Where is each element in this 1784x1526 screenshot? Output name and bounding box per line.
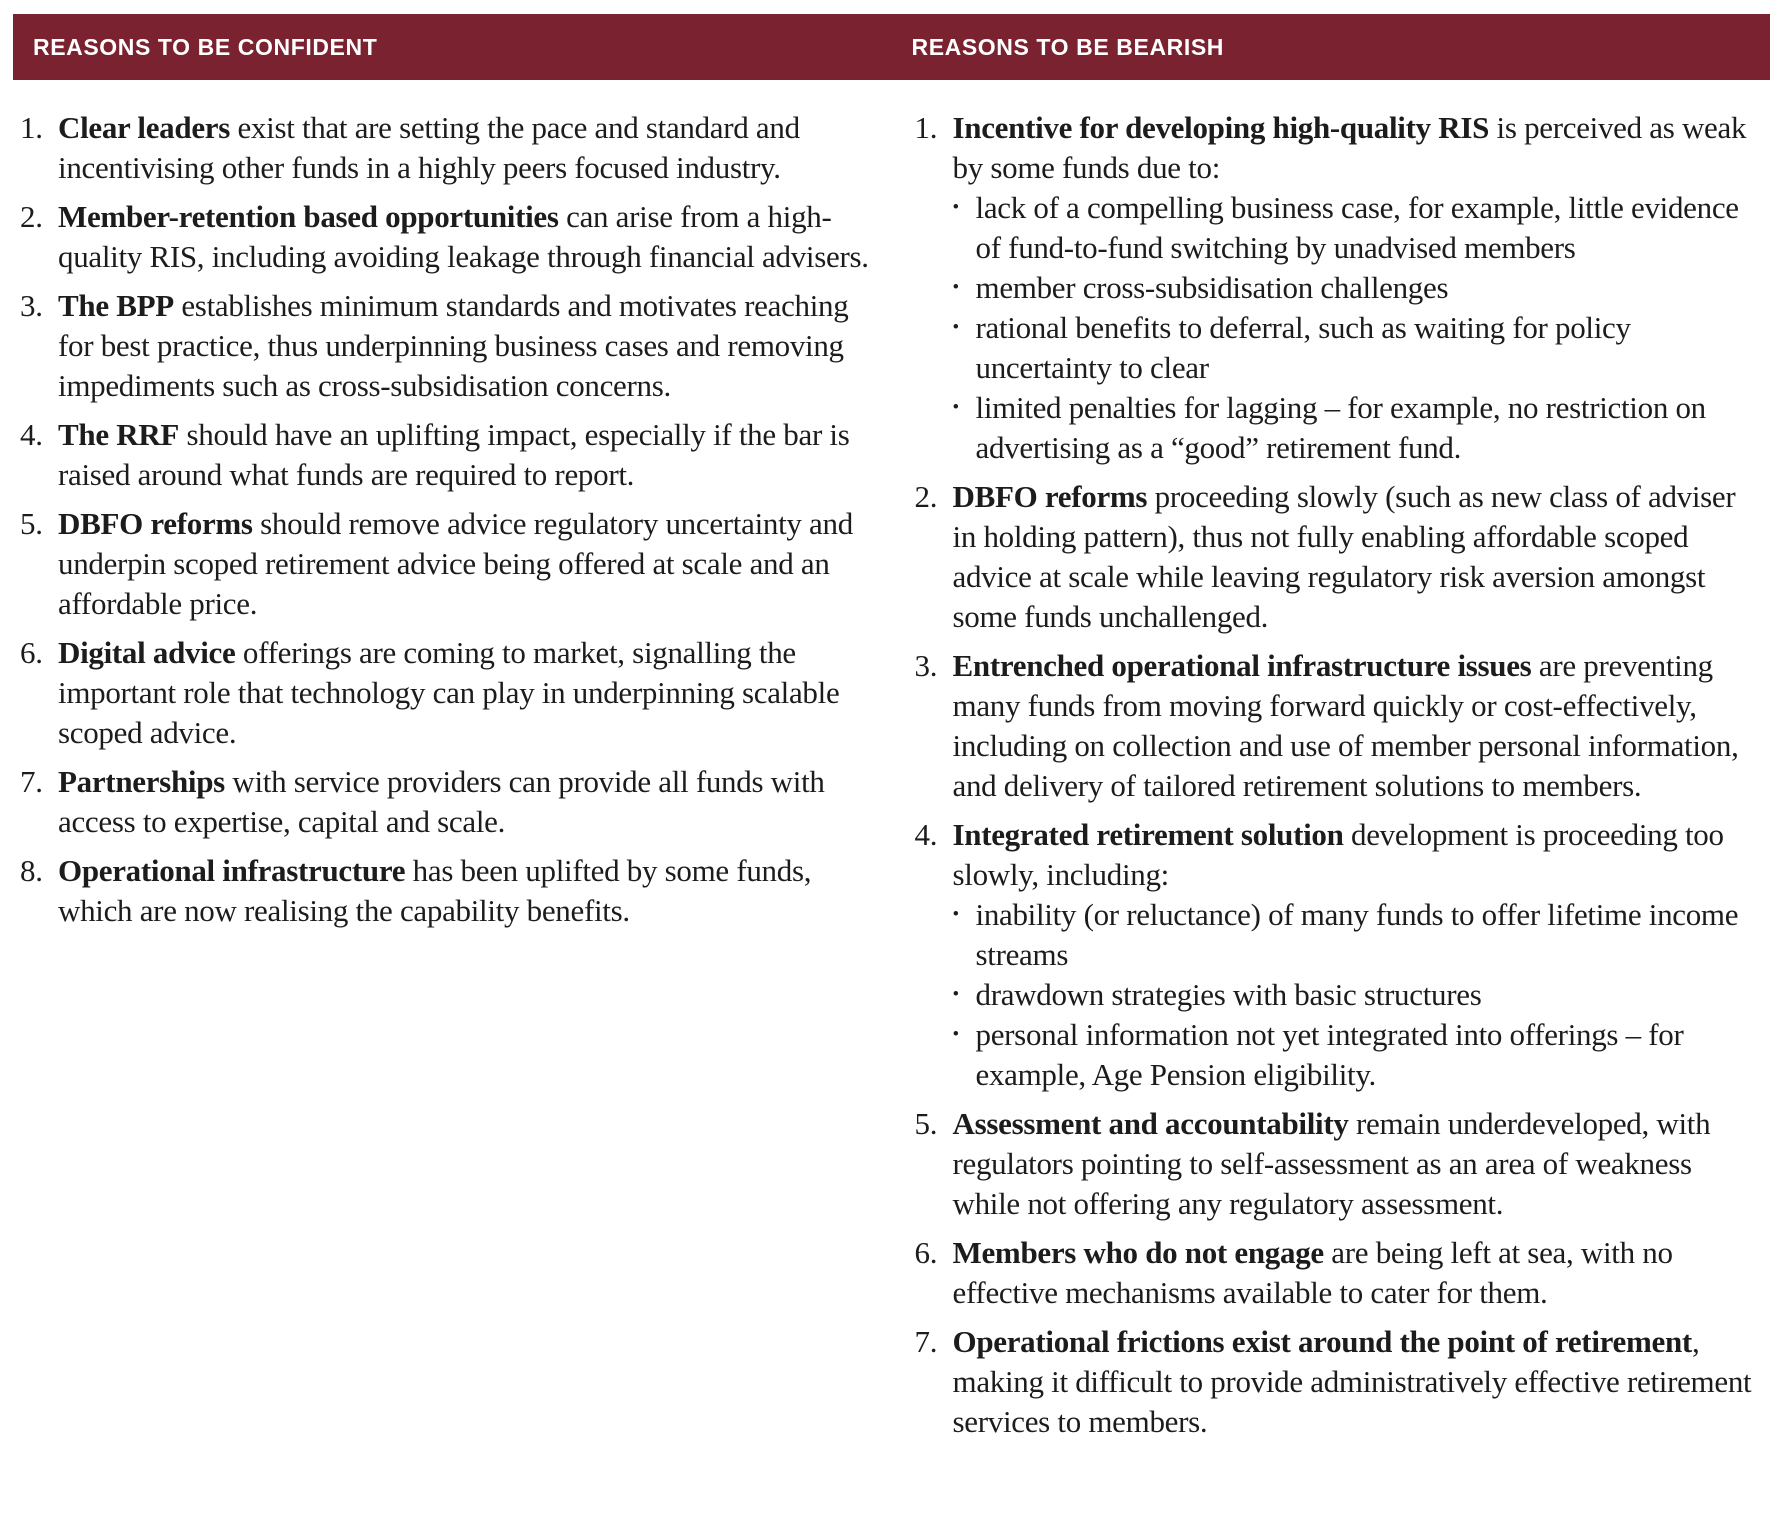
bullet-item: [953, 188, 1765, 268]
confident-list: [20, 108, 870, 1451]
list-item: [20, 633, 870, 753]
bullet-item: [953, 975, 1765, 1015]
item-body: [58, 504, 870, 624]
bullet-icon: •: [952, 984, 959, 1005]
item-number: 6.: [914, 1235, 938, 1270]
bullet-icon: •: [952, 197, 959, 218]
bullet-text: lack of a compelling business case, for example, little evidence of fund-to-fund switching by unadvised members: [975, 190, 1739, 265]
bullet-text: limited penalties for lagging – for example, no restriction on advertising as a “good” retirement fund.: [975, 390, 1706, 465]
item-body: [953, 477, 1765, 637]
item-lead: The RRF: [58, 417, 180, 452]
bullet-icon: •: [952, 1024, 959, 1045]
item-text: should have an uplifting impact, especially if the bar is raised around what funds are required to report.: [58, 417, 850, 492]
item-lead: Incentive for developing high-quality RIS: [952, 110, 1490, 145]
item-body: [58, 633, 870, 753]
bullet-item: [953, 1015, 1765, 1095]
item-number: 3.: [20, 288, 43, 323]
list-item: [915, 815, 1765, 1095]
item-number: 4.: [20, 417, 43, 452]
list-item: [915, 646, 1765, 806]
item-text: development is proceeding too slowly, including:: [952, 817, 1724, 892]
item-number: 2.: [914, 479, 938, 514]
item-lead: Members who do not engage: [952, 1235, 1324, 1270]
bullet-text: member cross-subsidisation challenges: [975, 270, 1449, 305]
item-body: [58, 415, 870, 495]
item-text: offerings are coming to market, signalling the important role that technology can play in underpinning scalable scoped advice.: [58, 635, 840, 750]
item-body: [953, 108, 1765, 468]
list-item: [20, 197, 870, 277]
item-body: [953, 1233, 1765, 1313]
item-text: , making it difficult to provide administratively effective retirement services to members.: [952, 1324, 1752, 1439]
column-header-bearish: REASONS TO BE BEARISH: [911, 33, 1224, 60]
bullet-list: [953, 188, 1765, 468]
item-body: [953, 815, 1765, 1095]
bullet-item: [953, 388, 1765, 468]
header-bar: [13, 14, 1770, 80]
list-item: [20, 762, 870, 842]
bullet-icon: •: [952, 317, 959, 338]
item-text: exist that are setting the pace and standard and incentivising other funds in a highly peers focused industry.: [58, 110, 800, 185]
bullet-icon: •: [952, 277, 959, 298]
item-number: 5.: [914, 1106, 938, 1141]
item-lead: Member-retention based opportunities: [58, 199, 559, 234]
two-column-body: [0, 80, 1784, 1451]
item-body: [953, 646, 1765, 806]
item-body: [58, 851, 870, 931]
item-body: [58, 108, 870, 188]
item-text: is perceived as weak by some funds due to:: [952, 110, 1747, 185]
list-item: [915, 1322, 1765, 1442]
list-item: [20, 851, 870, 931]
list-item: [20, 108, 870, 188]
item-lead: Integrated retirement solution: [952, 817, 1344, 852]
item-number: 1.: [914, 110, 938, 145]
item-number: 2.: [20, 199, 43, 234]
item-lead: Partnerships: [58, 764, 225, 799]
bullet-text: rational benefits to deferral, such as waiting for policy uncertainty to clear: [975, 310, 1631, 385]
item-lead: Operational infrastructure: [58, 853, 406, 888]
bullet-text: personal information not yet integrated into offerings – for example, Age Pension eligibility.: [975, 1017, 1684, 1092]
list-item: [915, 1233, 1765, 1313]
item-number: 7.: [914, 1324, 938, 1359]
item-body: [58, 762, 870, 842]
item-text: are preventing many funds from moving forward quickly or cost-effectively, including on collection and use of member personal information, and delivery of tailored retirement solutions to members.: [952, 648, 1739, 803]
item-number: 6.: [20, 635, 43, 670]
item-lead: Entrenched operational infrastructure issues: [952, 648, 1532, 683]
item-lead: DBFO reforms: [58, 506, 253, 541]
item-number: 3.: [914, 648, 938, 683]
bearish-list: [915, 108, 1765, 1451]
bullet-icon: •: [952, 397, 959, 418]
item-text: are being left at sea, with no effective mechanisms available to cater for them.: [952, 1235, 1673, 1310]
item-body: [58, 286, 870, 406]
bullet-item: [953, 895, 1765, 975]
item-text: establishes minimum standards and motivates reaching for best practice, thus underpinning business cases and removing impediments such as cross-subsidisation concerns.: [58, 288, 849, 403]
list-item: [915, 108, 1765, 468]
item-lead: Assessment and accountability: [952, 1106, 1349, 1141]
item-text: proceeding slowly (such as new class of adviser in holding pattern), thus not fully enabling affordable scoped advice at scale while leaving regulatory risk aversion amongst some funds unchallenged.: [952, 479, 1736, 634]
item-text: should remove advice regulatory uncertainty and underpin scoped retirement advice being offered at scale and an affordable price.: [58, 506, 853, 621]
bullet-list: [953, 895, 1765, 1095]
bullet-icon: •: [952, 904, 959, 925]
item-text: can arise from a high-quality RIS, including avoiding leakage through financial advisers.: [58, 199, 869, 274]
item-text: with service providers can provide all funds with access to expertise, capital and scale.: [58, 764, 825, 839]
item-lead: Clear leaders: [58, 110, 231, 145]
item-number: 4.: [914, 817, 938, 852]
item-body: [953, 1322, 1765, 1442]
item-lead: DBFO reforms: [952, 479, 1148, 514]
item-text: has been uplifted by some funds, which are now realising the capability benefits.: [58, 853, 812, 928]
list-item: [915, 477, 1765, 637]
item-lead: Operational frictions exist around the point of retirement: [952, 1324, 1692, 1359]
list-item: [915, 1104, 1765, 1224]
item-text: remain underdeveloped, with regulators pointing to self-assessment as an area of weakness while not offering any regulatory assessment.: [952, 1106, 1711, 1221]
item-lead: Digital advice: [58, 635, 236, 670]
item-body: [953, 1104, 1765, 1224]
bullet-item: [953, 308, 1765, 388]
item-lead: The BPP: [58, 288, 174, 323]
item-number: 8.: [20, 853, 43, 888]
list-item: [20, 415, 870, 495]
list-item: [20, 504, 870, 624]
item-number: 1.: [20, 110, 43, 145]
bullet-text: drawdown strategies with basic structures: [975, 977, 1482, 1012]
item-body: [58, 197, 870, 277]
item-number: 5.: [20, 506, 43, 541]
list-item: [20, 286, 870, 406]
column-header-confident: REASONS TO BE CONFIDENT: [33, 33, 378, 60]
bullet-text: inability (or reluctance) of many funds to offer lifetime income streams: [975, 897, 1739, 972]
bullet-item: [953, 268, 1765, 308]
item-number: 7.: [20, 764, 43, 799]
